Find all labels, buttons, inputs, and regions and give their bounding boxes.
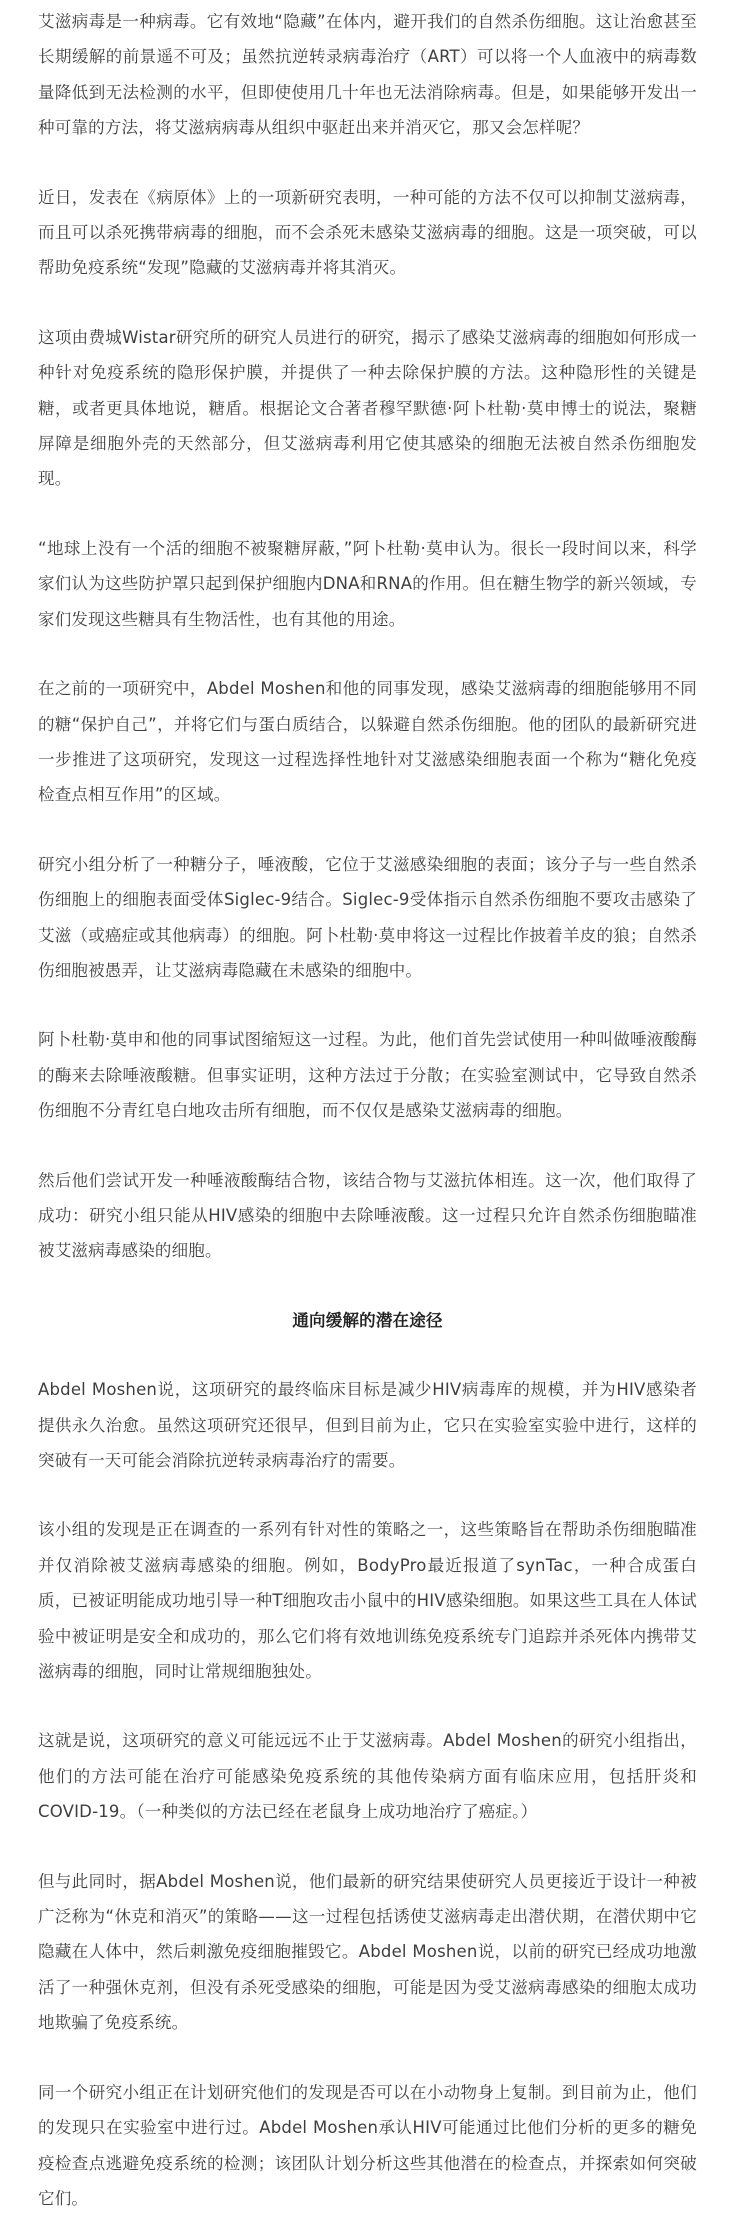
article-paragraph-4: “地球上没有一个活的细胞不被聚糖屏蔽，”阿卜杜勒·莫申认为。很长一段时间以来，科学家们认为这些防护罩只起到保护细胞内DNA和RNA的作用。但在糖生物学的新兴领域，专家们发现这些糖具有生物活性，也有其他的用途。: [38, 538, 697, 629]
article-paragraph-3: 这项由费城Wistar研究所的研究人员进行的研究，揭示了感染艾滋病毒的细胞如何形成一种针对免疫系统的隐形保护膜，并提供了一种去除保护膜的方法。这种隐形性的关键是糖，或者更具体地说，糖盾。根据论文合著者穆罕默德·阿卜杜勒·莫申博士的说法，聚糖屏障是细胞外壳的天然部分，但艾滋病毒利用它使其感染的细胞无法被自然杀伤细胞发现。: [38, 327, 697, 489]
article-paragraph-6: 研究小组分析了一种糖分子，唾液酸，它位于艾滋感染细胞的表面；该分子与一些自然杀伤细胞上的细胞表面受体Siglec-9结合。Siglec-9受体指示自然杀伤细胞不要攻击感染了艾滋（或癌症或其他病毒）的细胞。阿卜杜勒·莫申将这一过程比作披着羊皮的狼；自然杀伤细胞被愚弄，让艾滋病毒隐藏在未感染的细胞中。: [38, 854, 697, 980]
article-paragraph-2: 近日，发表在《病原体》上的一项新研究表明，一种可能的方法不仅可以抑制艾滋病毒，而且可以杀死携带病毒的细胞，而不会杀死未感染艾滋病毒的细胞。这是一项突破，可以帮助免疫系统“发现”隐藏的艾滋病毒并将其消灭。: [38, 187, 697, 278]
article-paragraph-5: 在之前的一项研究中，Abdel Moshen和他的同事发现，感染艾滋病毒的细胞能够用不同的糖“保护自己”，并将它们与蛋白质结合，以躲避自然杀伤细胞。他的团队的最新研究进一步推进了这项研究，发现这一过程选择性地针对艾滋感染细胞表面一个称为“糖化免疫检查点相互作用”的区域。: [38, 679, 697, 805]
article-paragraph-9: Abdel Moshen说，这项研究的最终临床目标是减少HIV病毒库的规模，并为HIV感染者提供永久治愈。虽然这项研究还很早，但到目前为止，它只在实验室实验中进行，这样的突破有一天可能会消除抗逆转录病毒治疗的需要。: [38, 1380, 697, 1470]
article-paragraph-13: 同一个研究小组正在计划研究他们的发现是否可以在小动物身上复制。到目前为止，他们的发现只在实验室中进行过。Abdel Moshen承认HIV可能通过比他们分析的更多的糖免疫检查点逃避免疫系统的检测；该团队计划分析这些其他潜在的检查点，并探索如何突破它们。: [38, 2082, 697, 2208]
article-paragraph-11: 这就是说，这项研究的意义可能远远不止于艾滋病毒。Abdel Moshen的研究小组指出，他们的方法可能在治疗可能感染免疫系统的其他传染病方面有临床应用，包括肝炎和COVID-19。（一种类似的方法已经在老鼠身上成功地治疗了癌症。）: [38, 1731, 697, 1822]
article-paragraph-7: 阿卜杜勒·莫申和他的同事试图缩短这一过程。为此，他们首先尝试使用一种叫做唾液酸酶的酶来去除唾液酸糖。但事实证明，这种方法过于分散；在实验室测试中，它导致自然杀伤细胞不分青红皂白地攻击所有细胞，而不仅仅是感染艾滋病毒的细胞。: [38, 1030, 697, 1121]
article-paragraph-12: 但与此同时，据Abdel Moshen说，他们最新的研究结果使研究人员更接近于设计一种被广泛称为“休克和消灭”的策略——这一过程包括诱使艾滋病毒走出潜伏期，在潜伏期中它隐藏在人体中，然后刺激免疫细胞摧毁它。Abdel Moshen说，以前的研究已经成功地激活了一种强休克剂，但没有杀死受感染的细胞，可能是因为受艾滋病毒感染的细胞太成功地欺骗了免疫系统。: [38, 1871, 697, 2033]
article-paragraph-8: 然后他们尝试开发一种唾液酸酶结合物，该结合物与艾滋抗体相连。这一次，他们取得了成功：研究小组只能从HIV感染的细胞中去除唾液酸。这一过程只允许自然杀伤细胞瞄准被艾滋病毒感染的细胞。: [38, 1170, 697, 1261]
article-paragraph-10: 该小组的发现是正在调查的一系列有针对性的策略之一，这些策略旨在帮助杀伤细胞瞄准并仅消除被艾滋病毒感染的细胞。例如，BodyPro最近报道了synTac，一种合成蛋白质，已被证明能成功地引导一种T细胞攻击小鼠中的HIV感染细胞。如果这些工具在人体试验中被证明是安全和成功的，那么它们将有效地训练免疫系统专门追踪并杀死体内携带艾滋病毒的细胞，同时让常规细胞独处。: [38, 1520, 697, 1682]
article-paragraph-1: 艾滋病毒是一种病毒。它有效地“隐藏”在体内，避开我们的自然杀伤细胞。这让治愈甚至长期缓解的前景遥不可及；虽然抗逆转录病毒治疗（ART）可以将一个人血液中的病毒数量降低到无法检测的水平，但即使使用几十年也无法消除病毒。但是，如果能够开发出一种可靠的方法，将艾滋病病毒从组织中驱赶出来并消灭它，那又会怎样呢？: [38, 12, 697, 138]
article-body: [38, 0, 697, 2216]
section-heading: 通向缓解的潜在途径: [292, 1310, 443, 1330]
